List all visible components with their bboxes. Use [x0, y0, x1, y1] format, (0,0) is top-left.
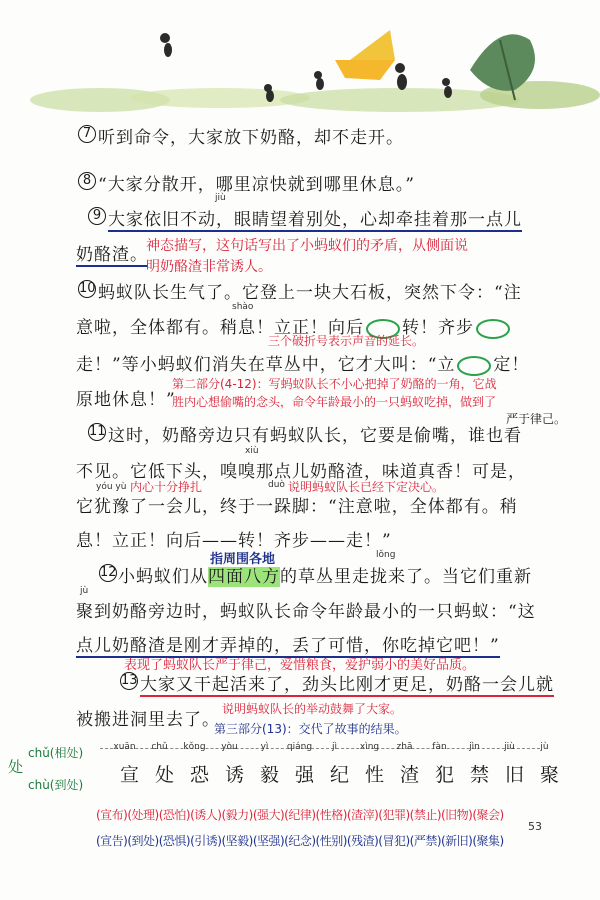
para-number-8: 8 — [78, 172, 96, 190]
para-number-12: 12 — [100, 565, 117, 580]
para-11-line-4: 息！立正！向后——转！齐步——走！” — [76, 531, 392, 551]
vocab-char: 渣 — [399, 764, 419, 786]
vocab-char: 恐 — [189, 764, 209, 786]
highlight-sihaibafang: 四面八方 — [208, 567, 280, 587]
pinyin-shao: shào — [232, 302, 254, 312]
vocab-words-red: (宣布)(处理)(恐怕)(诱人)(毅力)(强大)(纪律)(性格)(渣滓)(犯罪)(禁止)(旧物)(聚会) — [96, 808, 504, 822]
note-9a: 神态描写，这句话写出了小蚂蚁们的矛盾，从侧面说 — [146, 238, 468, 254]
vocab-pinyin: jiù — [504, 742, 515, 752]
vocab-char: 毅 — [259, 764, 279, 786]
para-9-line-2: 奶酪渣。 — [76, 240, 148, 267]
vocab-char: 诱 — [224, 764, 244, 786]
pinyin-long: lǒng — [376, 550, 396, 560]
vocab-note-chu4: chù(到处) — [28, 778, 84, 792]
green-circle-mark — [457, 356, 491, 376]
pinyin-ju: jù — [80, 586, 89, 596]
note-10d: 严于律己。 — [506, 412, 567, 426]
note-13b: 第三部分(13)：交代了故事的结果。 — [214, 722, 407, 736]
note-11b: 说明蚂蚁队长已经下定决心。 — [288, 480, 445, 494]
vocab-pinyin-row — [110, 742, 559, 752]
para-10-line-4: 原地休息！” — [76, 390, 176, 410]
pinyin-duo: duò — [268, 480, 285, 490]
note-13a: 说明蚂蚁队长的举动鼓舞了大家。 — [222, 702, 403, 716]
vocab-pinyin: xuān — [113, 742, 136, 752]
vocab-pinyin: jìn — [469, 742, 480, 752]
vocab-char: 宣 — [119, 764, 139, 786]
note-10b: 第二部分(4-12)：写蚂蚁队长不小心把掉了奶酪的一角，它战 — [172, 377, 497, 391]
para-12-line-3: 点儿奶酪渣是刚才弄掉的，丢了可惜，你吃掉它吧！” — [76, 631, 500, 658]
vocab-note-chu: 处 — [8, 758, 24, 776]
para-13-line-1: 大家又干起活来了，劲头比刚才更足，奶酪一会儿就 — [140, 670, 554, 697]
vocab-words-blue: (宣告)(到处)(恐惧)(引诱)(坚毅)(坚强)(纪念)(性别)(残渣)(冒犯)(严禁)(新旧)(聚集) — [96, 834, 504, 848]
para-11-line-1: 这时，奶酪旁边只有蚂蚁队长，它要是偷嘴，谁也看 — [108, 426, 522, 446]
para-7: 听到命令，大家放下奶酪，却不走开。 — [98, 128, 404, 148]
para-9-line-1: 大家依旧不动，眼睛望着别处，心却牵挂着那一点儿 — [108, 205, 522, 232]
vocab-char: 禁 — [469, 764, 489, 786]
para-10-line-1: 蚂蚁队长生气了。它登上一块大石板，突然下令：“注 — [98, 283, 522, 303]
para-number-9: 9 — [88, 207, 106, 225]
vocab-pinyin: jù — [540, 742, 549, 752]
page-number: 53 — [528, 820, 542, 833]
para-8: “大家分散开，哪里凉快就到哪里休息。” — [98, 175, 415, 195]
vocab-pinyin: xìng — [359, 742, 380, 752]
vocab-char: 强 — [294, 764, 314, 786]
pinyin-jiu: jiù — [215, 193, 226, 203]
para-number-10: 10 — [79, 281, 96, 296]
note-9b: 明奶酪渣非常诱人。 — [146, 259, 272, 275]
vocab-pinyin: zhā — [396, 742, 413, 752]
vocab-pinyin: fàn — [432, 742, 447, 752]
green-circle-mark — [476, 319, 510, 339]
para-11-line-3: 它犹豫了一会儿，终于一跺脚：“注意啦，全体都有。稍 — [76, 497, 518, 517]
pinyin-xiu: xiù — [245, 446, 259, 456]
para-11-line-2: 不见。它低下头，嗅嗅那点儿奶酪渣，味道真香！可是， — [76, 462, 526, 482]
vocab-char: 犯 — [434, 764, 454, 786]
vocab-pinyin: chǔ — [151, 742, 168, 752]
vocab-char: 处 — [154, 764, 174, 786]
vocab-char-row — [115, 760, 564, 787]
vocab-pinyin: yì — [260, 742, 269, 752]
vocab-note-chu3: chǔ(相处) — [28, 746, 84, 760]
para-12-line-1: 小蚂蚁们从四面八方的草丛里走拢来了。当它们重新 — [118, 567, 532, 587]
vocab-pinyin: qiáng — [286, 742, 313, 752]
vocab-pinyin: jì — [331, 742, 337, 752]
vocab-char: 聚 — [539, 764, 559, 786]
ants-illustration — [0, 0, 600, 130]
para-10-line-3: 走！”等小蚂蚁们消失在草丛中，它才大叫：“立 定！ — [76, 355, 530, 375]
pinyin-you: yóu yù — [96, 482, 127, 492]
vocab-char: 旧 — [504, 764, 524, 786]
note-11a: 内心十分挣扎 — [130, 480, 203, 494]
note-12b: 表现了蚂蚁队长严于律己，爱惜粮食，爱护弱小的美好品质。 — [124, 658, 476, 673]
note-12a: 指周围各地 — [210, 552, 276, 567]
para-number-13: 13 — [121, 673, 138, 688]
para-number-11: 11 — [89, 424, 106, 439]
para-13-line-2: 被搬进洞里去了。 — [76, 710, 220, 730]
vocab-pinyin: kǒng — [183, 742, 206, 752]
para-10-line-2: 意啦，全体都有。稍息！立正！向后 转！齐步 — [76, 313, 512, 339]
para-number-7: 7 — [78, 125, 96, 143]
vocab-char: 性 — [364, 764, 384, 786]
para-12-line-2: 聚到奶酪旁边时，蚂蚁队长命令年龄最小的一只蚂蚁：“这 — [76, 602, 536, 622]
note-10c: 胜内心想偷嘴的念头，命令年龄最小的一只蚂蚁吃掉，做到了 — [172, 395, 497, 409]
note-10a: 三个破折号表示声音的延长。 — [268, 334, 425, 348]
vocab-pinyin: yòu — [221, 742, 238, 752]
vocab-char: 纪 — [329, 764, 349, 786]
